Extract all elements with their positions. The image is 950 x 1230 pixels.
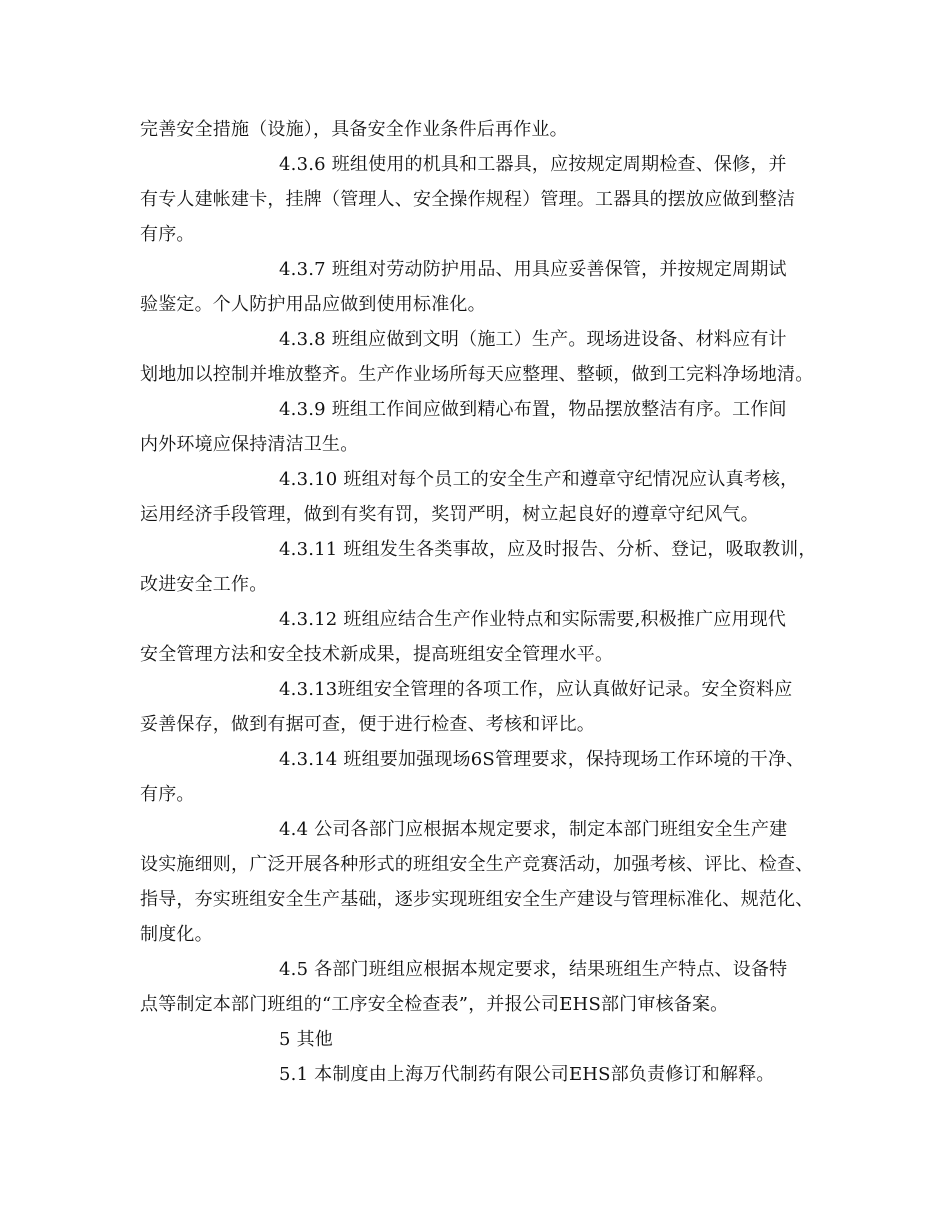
section-heading: 5 其他 [279,1029,333,1050]
text-line: 有专人建帐建卡，挂牌（管理人、安全操作规程）管理。工器具的摆放应做到整洁 [140,189,796,210]
text-line: 划地加以控制并堆放整齐。生产作业场所每天应整理、整顿，做到工完料净场地清。 [140,364,814,385]
text-line: 4.4 公司各部门应根据本规定要求，制定本部门班组安全生产建 [279,819,788,840]
text-line: 验鉴定。个人防护用品应做到使用标准化。 [140,294,486,315]
text-line: 4.3.7 班组对劳动防护用品、用具应妥善保管，并按规定周期试 [279,259,787,280]
text-line: 运用经济手段管理，做到有奖有罚，奖罚严明，树立起良好的遵章守纪风气。 [140,504,759,525]
text-line: 设实施细则，广泛开展各种形式的班组安全生产竞赛活动，加强考核、评比、检查、 [140,854,814,875]
text-line: 4.3.10 班组对每个员工的安全生产和遵章守纪情况应认真考核， [279,469,799,490]
text-line: 指导，夯实班组安全生产基础，逐步实现班组安全生产建设与管理标准化、规范化、 [140,889,814,910]
text-line: 点等制定本部门班组的“工序安全检查表”，并报公司EHS部门审核备案。 [140,994,729,1015]
text-line: 5.1 本制度由上海万代制药有限公司EHS部负责修订和解释。 [279,1064,775,1085]
text-line: 4.3.13班组安全管理的各项工作，应认真做好记录。安全资料应 [279,679,793,700]
text-line: 4.3.14 班组要加强现场6S管理要求，保持现场工作环境的干净、 [279,749,805,770]
text-line: 4.3.6 班组使用的机具和工器具，应按规定周期检查、保修，并 [279,154,787,175]
text-line: 4.3.9 班组工作间应做到精心布置，物品摆放整洁有序。工作间 [279,399,787,420]
text-line: 制度化。 [140,924,213,945]
text-line: 4.3.11 班组发生各类事故，应及时报告、分析、登记，吸取教训， [279,539,817,560]
text-line: 有序。 [140,784,195,805]
text-line: 内外环境应保持清洁卫生。 [140,434,359,455]
text-line: 4.3.12 班组应结合生产作业特点和实际需要,积极推广应用现代 [279,609,787,630]
text-line: 4.5 各部门班组应根据本规定要求，结果班组生产特点、设备特 [279,959,788,980]
text-line: 有序。 [140,224,195,245]
text-line: 完善安全措施（设施），具备安全作业条件后再作业。 [140,119,568,140]
text-line: 改进安全工作。 [140,574,268,595]
text-line: 安全管理方法和安全技术新成果，提高班组安全管理水平。 [140,644,614,665]
text-line: 妥善保存，做到有据可查，便于进行检查、考核和评比。 [140,714,595,735]
text-line: 4.3.8 班组应做到文明（施工）生产。现场进设备、材料应有计 [279,329,787,350]
